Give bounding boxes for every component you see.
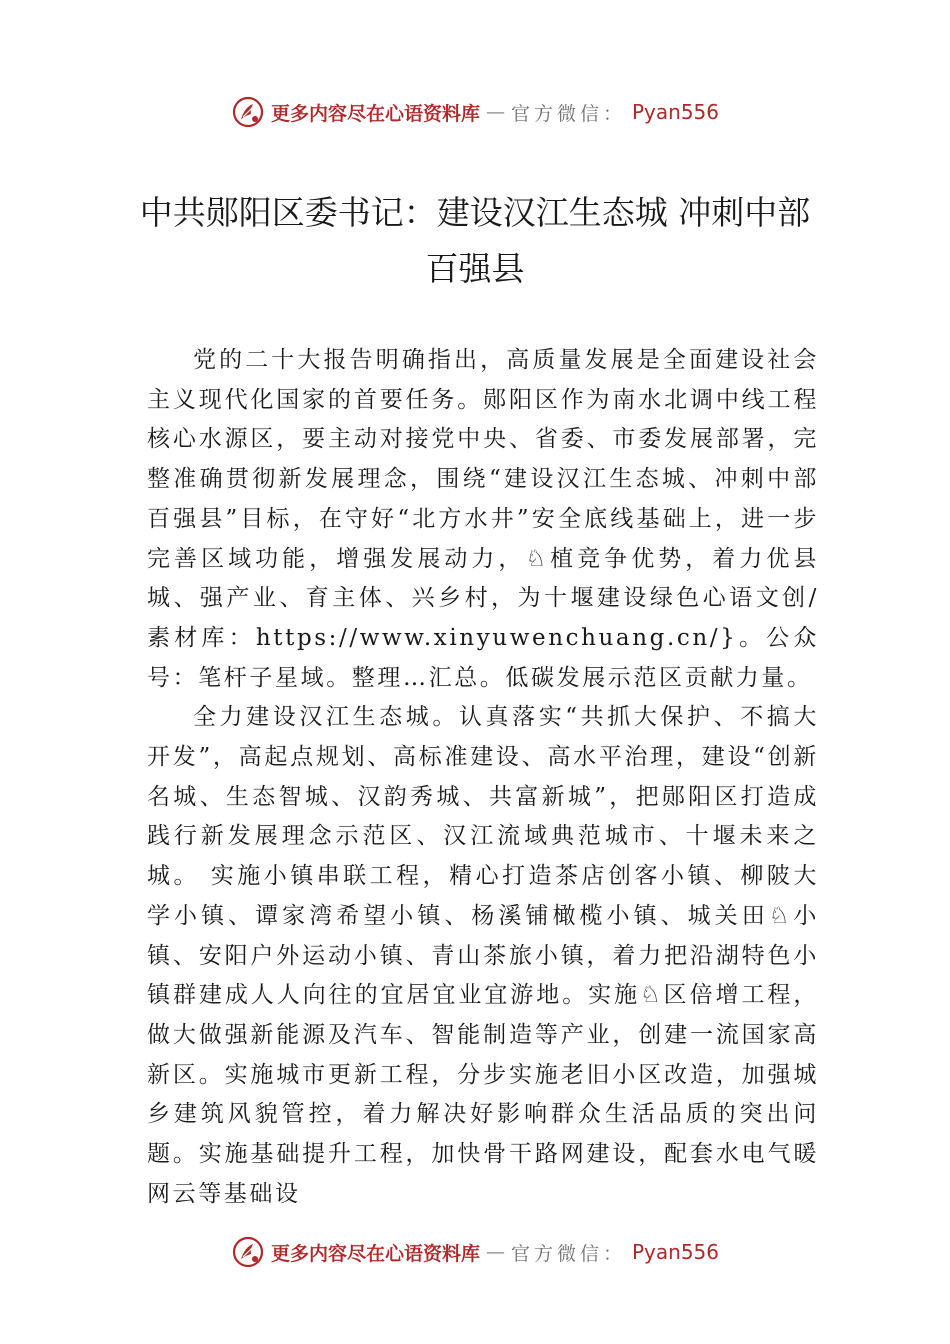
- document-body: [147, 341, 819, 1214]
- body-paragraph: 党的二十大报告明确指出，高质量发展是全面建设社会主义现代化国家的首要任务。郧阳区作为南水北调中线工程核心水源区，要主动对接党中央、省委、市委发展部署，完整准确贯彻新发展理念，围绕“建设汉江生态城、冲刺中部百强县”目标，在守好“北方水井”安全底线基础上，进一步完善区域功能，增强发展动力，♘植竞争优势，着力优县城、强产业、育主体、兴乡村，为十堰建设绿色心语文创/素材库：https://www.xinyuwenchuang.cn/}。公众号：笔杆子星域。整理…汇总。低碳发展示范区贡献力量。: [147, 347, 819, 691]
- header-wechat-label: 官方微信：: [510, 102, 626, 125]
- footer-wechat-id: Pyan556: [632, 1240, 720, 1264]
- footer-brand-text: 更多内容尽在心语资料库: [270, 1242, 480, 1265]
- header-separator: —: [485, 101, 505, 123]
- header-brand-text: 更多内容尽在心语资料库: [270, 102, 480, 125]
- header-wechat-id: Pyan556: [632, 100, 720, 124]
- brand-logo-icon: [231, 95, 265, 129]
- brand-logo-icon: [231, 1235, 265, 1269]
- footer-banner: [0, 1232, 950, 1272]
- body-paragraph: 全力建设汉江生态城。认真落实“共抓大保护、不搞大开发”，高起点规划、高标准建设、高水平治理，建设“创新名城、生态智城、汉韵秀城、共富新城”，把郧阳区打造成践行新发展理念示范区、汉江流域典范城市、十堰未来之城。 实施小镇串联工程，精心打造茶店创客小镇、柳陂大学小镇、谭家湾希望小镇、杨溪铺橄榄小镇、城关田♘小镇、安阳户外运动小镇、青山茶旅小镇，着力把沿湖特色小镇群建成人人向往的宜居宜业宜游地。实施♘区倍增工程，做大做强新能源及汽车、智能制造等产业，创建一流国家高新区。实施城市更新工程，分步实施老旧小区改造，加强城乡建筑风貌管控，着力解决好影响群众生活品质的突出问题。实施基础提升工程，加快骨干路网建设，配套水电气暖网云等基础设: [147, 704, 819, 1207]
- document-title: 中共郧阳区委书记：建设汉江生态城 冲刺中部百强县: [139, 193, 811, 288]
- footer-separator: —: [485, 1241, 505, 1263]
- header-banner: [0, 92, 950, 132]
- footer-wechat-label: 官方微信：: [510, 1242, 626, 1265]
